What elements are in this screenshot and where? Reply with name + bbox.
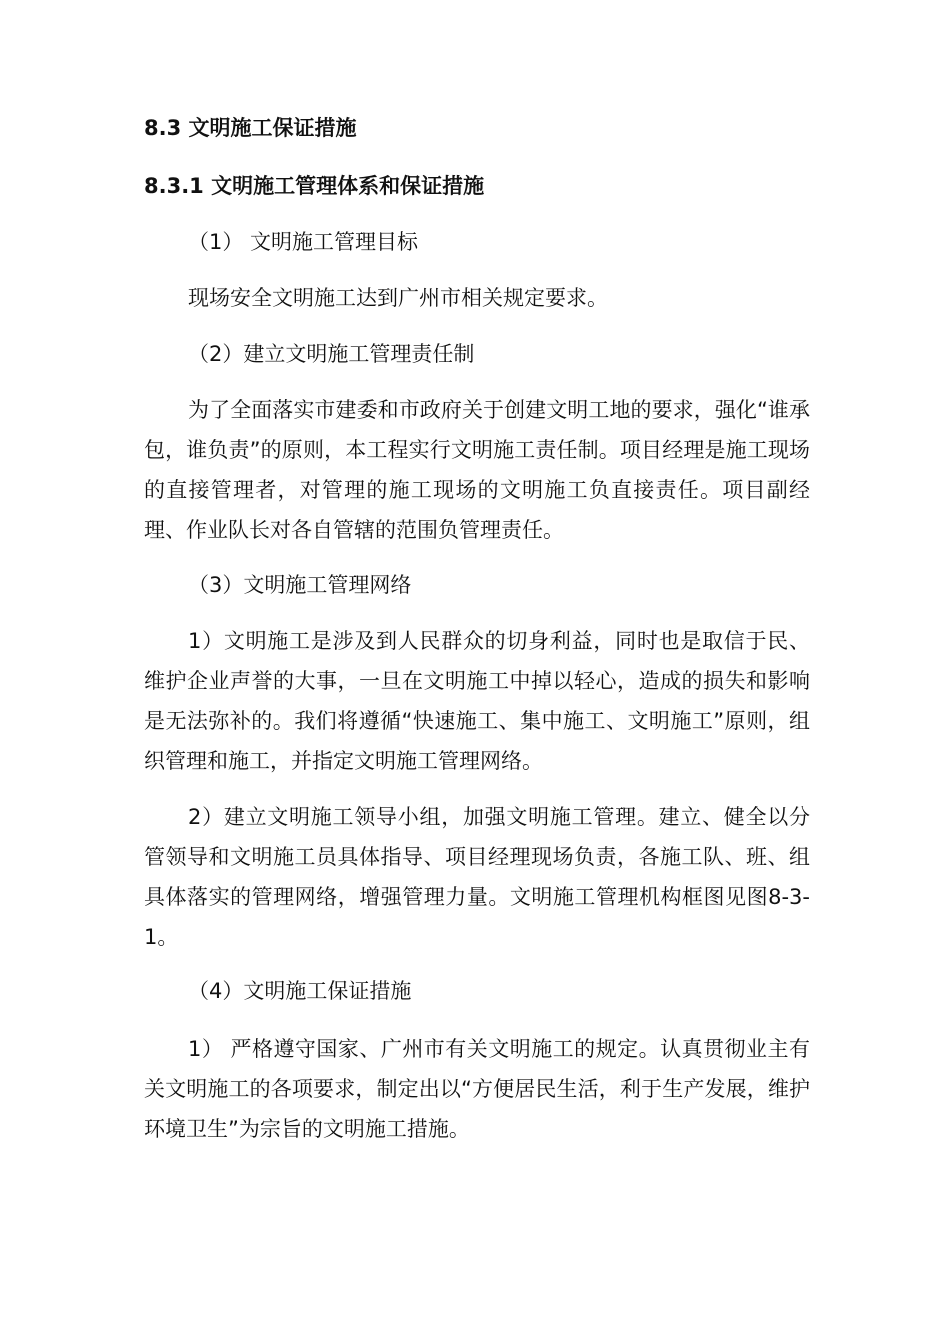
paragraph-responsibility: 为了全面落实市建委和市政府关于创建文明工地的要求，强化“谁承包，谁负责”的原则，本工程实行文明施工责任制。项目经理是施工现场的直接管理者，对管理的施工现场的文明施工负直接责任。项目副经理、作业队长对各自管辖的范围负管理责任。 <box>144 398 810 542</box>
section-heading-8-3-1: 8.3.1 文明施工管理体系和保证措施 <box>144 174 485 198</box>
paragraph-network-1: 1）文明施工是涉及到人民群众的切身利益，同时也是取信于民、维护企业声誉的大事，一旦在文明施工中掉以轻心，造成的损失和影响是无法弥补的。我们将遵循“快速施工、集中施工、文明施工”原则，组织管理和施工，并指定文明施工管理网络。 <box>144 629 810 773</box>
paragraph-goal: 现场安全文明施工达到广州市相关规定要求。 <box>188 286 608 310</box>
section-heading-8-3: 8.3 文明施工保证措施 <box>144 116 357 140</box>
subsection-title-4: （4）文明施工保证措施 <box>188 979 412 1003</box>
subsection-title-2: （2）建立文明施工管理责任制 <box>188 342 475 366</box>
subsection-title-1: （1） 文明施工管理目标 <box>188 230 419 254</box>
paragraph-network-2: 2）建立文明施工领导小组，加强文明施工管理。建立、健全以分管领导和文明施工员具体指导、项目经理现场负责，各施工队、班、组具体落实的管理网络，增强管理力量。文明施工管理机构框图见图8-3-1。 <box>144 805 810 949</box>
subsection-title-3: （3）文明施工管理网络 <box>188 573 412 597</box>
paragraph-measures-1: 1） 严格遵守国家、广州市有关文明施工的规定。认真贯彻业主有关文明施工的各项要求，制定出以“方便居民生活，利于生产发展，维护环境卫生”为宗旨的文明施工措施。 <box>144 1037 810 1141</box>
